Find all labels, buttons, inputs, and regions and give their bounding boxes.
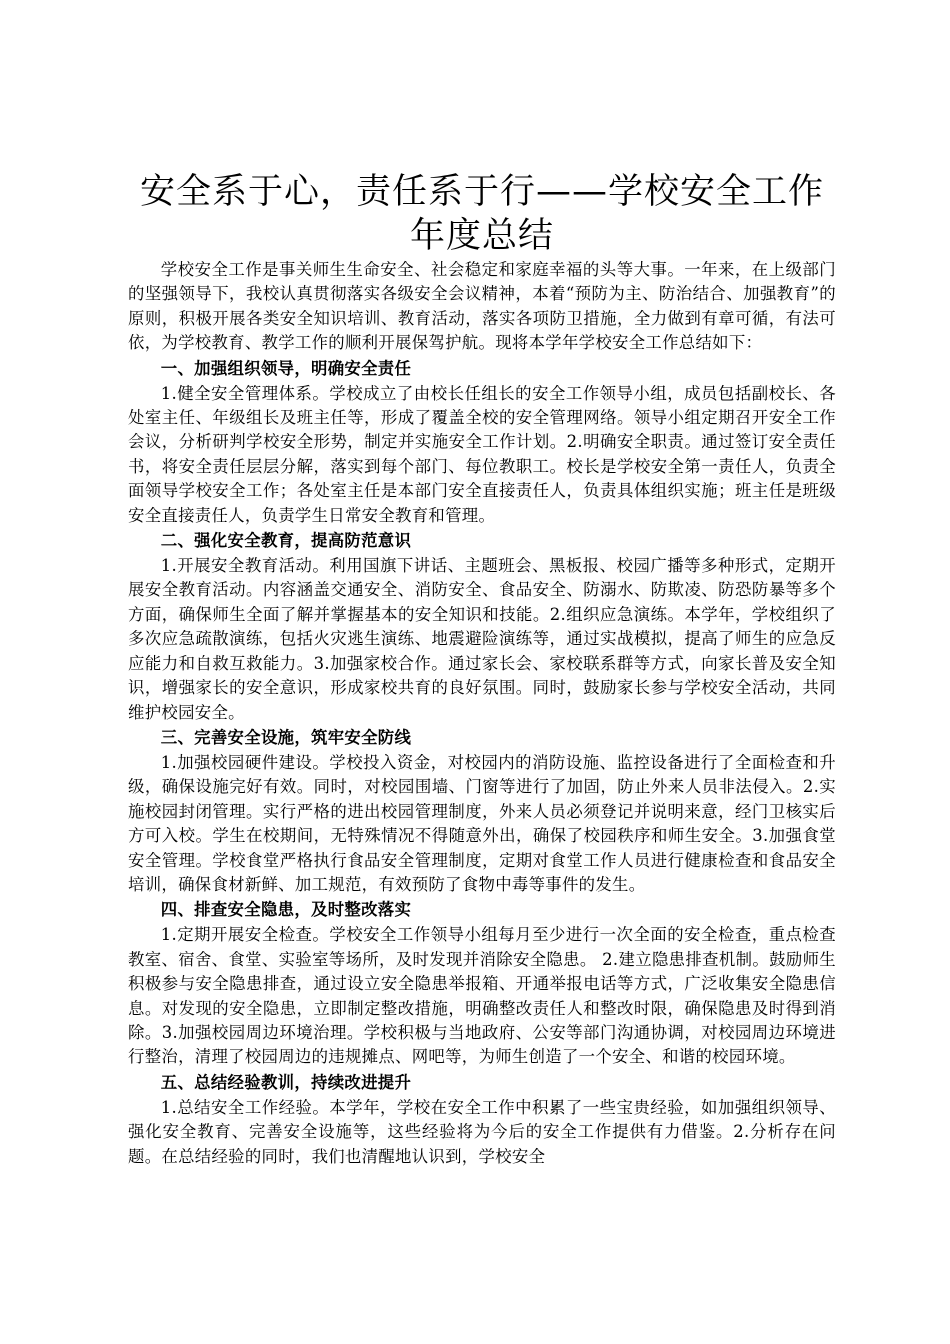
section-heading-2: 二、强化安全教育，提高防范意识 (160, 531, 412, 551)
section-heading-4: 四、排查安全隐患，及时整改落实 (160, 900, 412, 920)
document-title: 安全系于心，责任系于行——学校安全工作年度总结 (139, 172, 824, 256)
section-body-3: 1.加强校园硬件建设。学校投入资金，对校园内的消防设施、监控设备进行了全面检查和升级，确保设施完好有效。同时，对校园围墙、门窗等进行了加固，防止外来人员非法侵入。2.实施校园封闭管理。实行严格的进出校园管理制度，外来人员必须登记并说明来意，经门卫核实后方可入校。学生在校期间，无特殊情况不得随意外出，确保了校园秩序和师生安全。3.加强食堂安全管理。学校食堂严格执行食品安全管理制度，定期对食堂工作人员进行健康检查和食品安全培训，确保食材新鲜、加工规范，有效预防了食物中毒等事件的发生。 (128, 752, 836, 894)
section-heading-3: 三、完善安全设施，筑牢安全防线 (160, 727, 412, 747)
section-body-1: 1.健全安全管理体系。学校成立了由校长任组长的安全工作领导小组，成员包括副校长、各处室主任、年级组长及班主任等，形成了覆盖全校的安全管理网络。领导小组定期召开安全工作会议，分析研判学校安全形势，制定并实施安全工作计划。2.明确安全职责。通过签订安全责任书，将安全责任层层分解，落实到每个部门、每位教职工。校长是学校安全第一责任人，负责全面领导学校安全工作；各处室主任是本部门安全直接责任人，负责具体组织实施；班主任是班级安全直接责任人，负责学生日常安全教育和管理。 (128, 383, 836, 525)
section-heading-1: 一、加强组织领导，明确安全责任 (160, 358, 412, 378)
section-heading-5: 五、总结经验教训，持续改进提升 (160, 1072, 412, 1092)
section-body-4: 1.定期开展安全检查。学校安全工作领导小组每月至少进行一次全面的安全检查，重点检查教室、宿舍、食堂、实验室等场所，及时发现并消除安全隐患。 2.建立隐患排查机制。鼓励师生积极参与安全隐患排查，通过设立安全隐患举报箱、开通举报电话等方式，广泛收集安全隐患信息。对发现的安全隐患，立即制定整改措施，明确整改责任人和整改时限，确保隐患及时得到消除。3.加强校园周边环境治理。学校积极与当地政府、公安等部门沟通协调，对校园周边环境进行整治，清理了校园周边的违规摊点、网吧等，为师生创造了一个安全、和谐的校园环境。 (128, 925, 836, 1067)
document-content (128, 170, 836, 1169)
section-body-5: 1.总结安全工作经验。本学年，学校在安全工作中积累了一些宝贵经验，如加强组织领导、强化安全教育、完善安全设施等，这些经验将为今后的安全工作提供有力借鉴。2.分析存在问题。在总结经验的同时，我们也清醒地认识到，学校安全 (128, 1097, 836, 1166)
section-body-2: 1.开展安全教育活动。利用国旗下讲话、主题班会、黑板报、校园广播等多种形式，定期开展安全教育活动。内容涵盖交通安全、消防安全、食品安全、防溺水、防欺凌、防恐防暴等多个方面，确保师生全面了解并掌握基本的安全知识和技能。2.组织应急演练。本学年，学校组织了多次应急疏散演练，包括火灾逃生演练、地震避险演练等，通过实战模拟，提高了师生的应急反应能力和自救互救能力。3.加强家校合作。通过家长会、家校联系群等方式，向家长普及安全知识，增强家长的安全意识，形成家校共育的良好氛围。同时，鼓励家长参与学校安全活动，共同维护校园安全。 (128, 556, 836, 722)
intro-paragraph: 学校安全工作是事关师生生命安全、社会稳定和家庭幸福的头等大事。一年来，在上级部门的坚强领导下，我校认真贯彻落实各级安全会议精神，本着“预防为主、防治结合、加强教育”的原则，积极开展各类安全知识培训、教育活动，落实各项防卫措施，全力做到有章可循，有法可依，为学校教育、教学工作的顺利开展保驾护航。现将本学年学校安全工作总结如下： (128, 260, 836, 353)
